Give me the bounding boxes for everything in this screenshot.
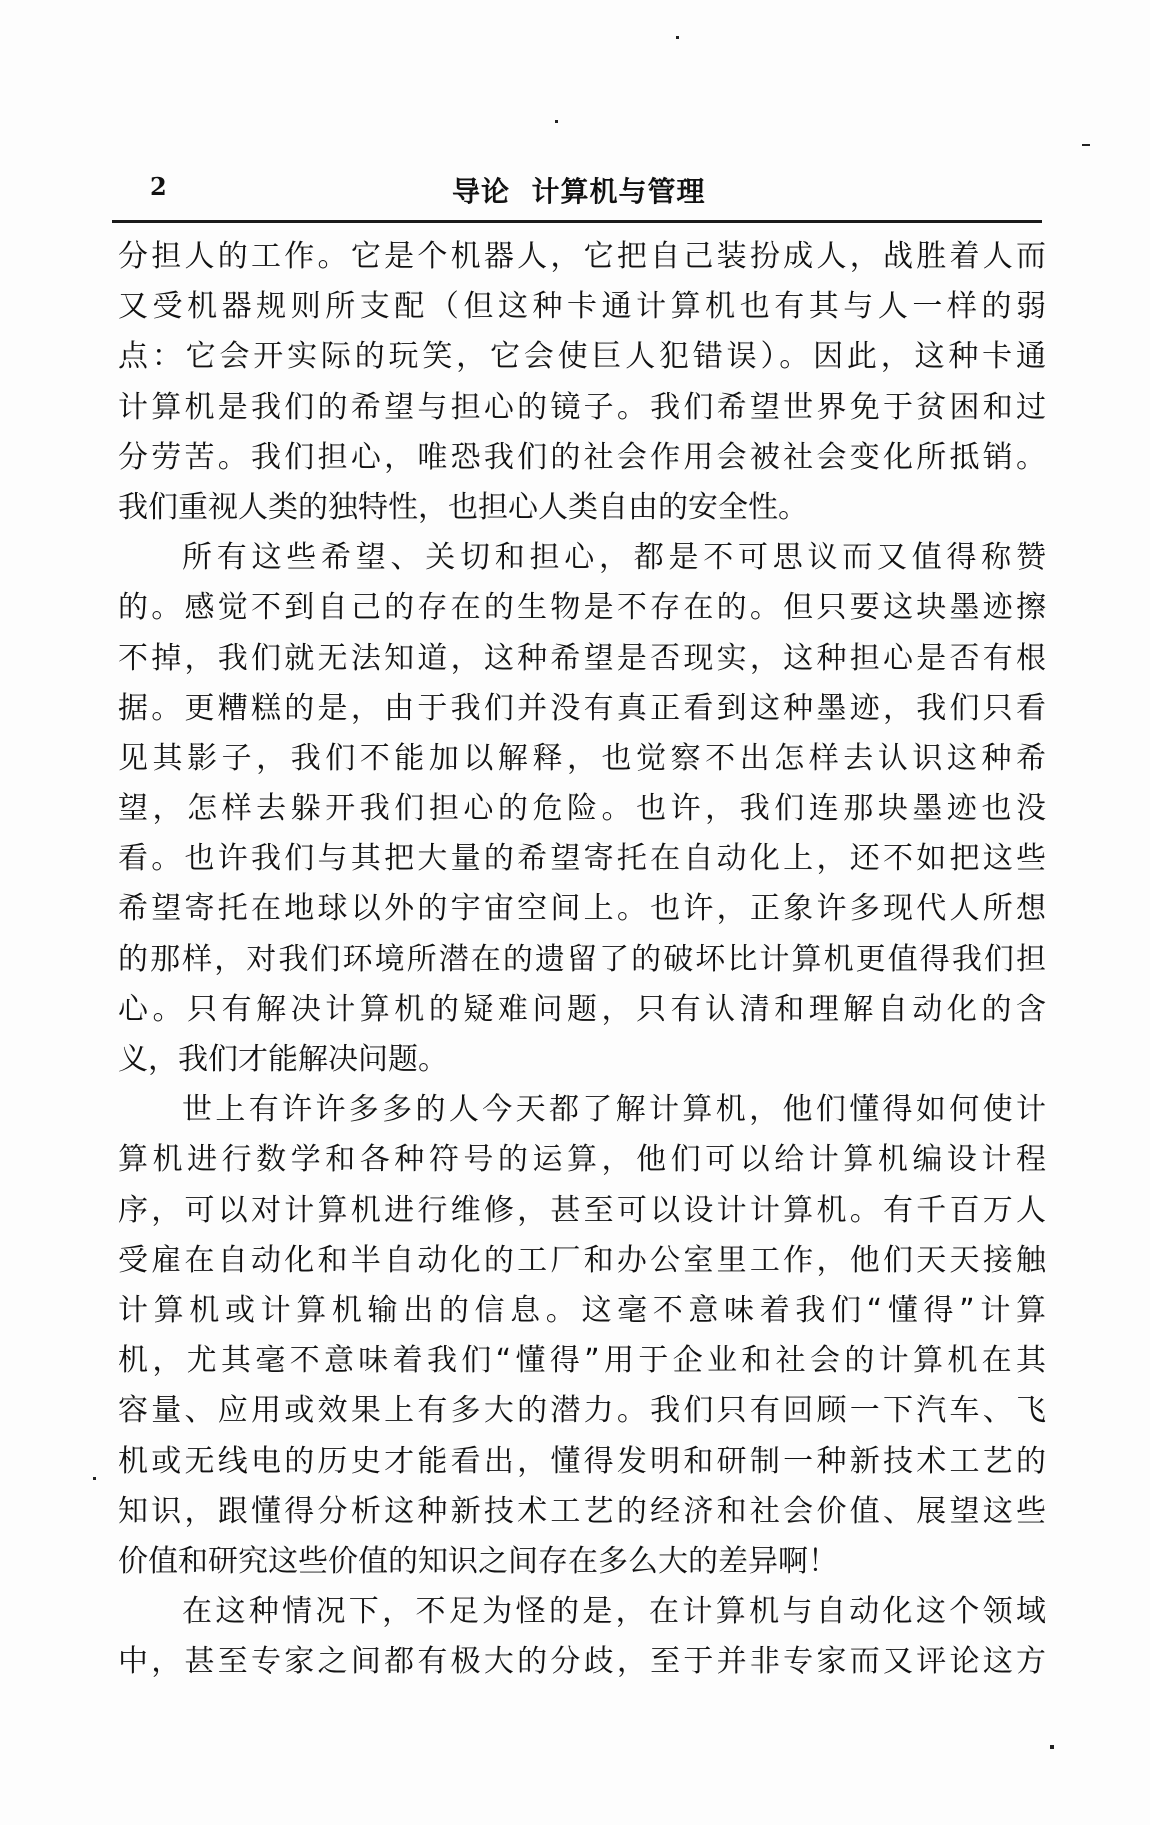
text-line: 价值和研究这些价值的知识之间存在多么大的差异啊！	[118, 1543, 838, 1579]
text-line: 的。感觉不到自己的存在的生物是不存在的。但只要这块墨迹擦	[118, 590, 1046, 626]
text-line: 点：它会开实际的玩笑，它会使巨人犯错误）。因此，这种卡通	[118, 339, 1046, 375]
scan-speck	[555, 120, 558, 123]
text-line: 义，我们才能解决问题。	[118, 1042, 448, 1077]
text-line: 不掉，我们就无法知道，这种希望是否现实，这种担心是否有根	[118, 640, 1046, 676]
running-head-title: 导论 计算机与管理	[452, 175, 706, 208]
text-line: 中，甚至专家之间都有极大的分歧，至于并非专家而又评论这方	[118, 1644, 1046, 1680]
text-line: 看。也许我们与其把大量的希望寄托在自动化上，还不如把这些	[118, 841, 1046, 877]
text-line: 机或无线电的历史才能看出，懂得发明和研制一种新技术工艺的	[118, 1443, 1046, 1479]
text-line: 我们重视人类的独特性，也担心人类自由的安全性。	[118, 489, 808, 525]
text-line: 受雇在自动化和半自动化的工厂和办公室里工作，他们天天接触	[118, 1242, 1046, 1278]
text-line: 容量、应用或效果上有多大的潜力。我们只有回顾一下汽车、飞	[118, 1393, 1046, 1429]
text-line: 的那样，对我们环境所潜在的遗留了的破坏比计算机更值得我们担	[118, 941, 1046, 977]
scan-speck	[1050, 1745, 1054, 1749]
text-line: 据。更糟糕的是，由于我们并没有真正看到这种墨迹，我们只看	[118, 690, 1046, 726]
text-line: 希望寄托在地球以外的宇宙空间上。也许，正象许多现代人所想	[118, 891, 1046, 927]
text-line: 分劳苦。我们担心，唯恐我们的社会作用会被社会变化所抵销。	[118, 439, 1046, 475]
body-text	[118, 232, 1046, 1687]
header-rule-divider	[112, 220, 1042, 223]
text-line: 机，尤其毫不意味着我们“懂得”用于企业和社会的计算机在其	[118, 1343, 1046, 1379]
text-line: 分担人的工作。它是个机器人，它把自己装扮成人，战胜着人而	[118, 239, 1046, 274]
paragraph-first-line: 所有这些希望、关切和担心，都是不可思议而又值得称赞	[182, 540, 1046, 576]
scan-speck	[1082, 144, 1090, 146]
page-header	[112, 168, 1042, 210]
text-line: 又受机器规则所支配（但这种卡通计算机也有其与人一样的弱	[118, 289, 1046, 325]
text-line: 见其影子，我们不能加以解释，也觉察不出怎样去认识这种希	[118, 740, 1046, 776]
text-line: 序，可以对计算机进行维修，甚至可以设计计算机。有千百万人	[118, 1192, 1046, 1228]
text-line: 计算机是我们的希望与担心的镜子。我们希望世界免于贫困和过	[118, 389, 1046, 425]
paragraph-first-line: 世上有许许多多的人今天都了解计算机，他们懂得如何使计	[182, 1092, 1046, 1128]
scan-speck	[676, 36, 679, 39]
text-line: 知识，跟懂得分析这种新技术工艺的经济和社会价值、展望这些	[118, 1493, 1046, 1529]
text-line: 算机进行数学和各种符号的运算，他们可以给计算机编设计程	[118, 1142, 1046, 1178]
text-line: 计算机或计算机输出的信息。这毫不意味着我们“懂得”计算	[118, 1292, 1046, 1328]
page-number: 2	[150, 172, 167, 201]
text-line: 心。只有解决计算机的疑难问题，只有认清和理解自动化的含	[118, 991, 1046, 1027]
paragraph-first-line: 在这种情况下，不足为怪的是，在计算机与自动化这个领域	[182, 1594, 1046, 1630]
text-line: 望，怎样去躲开我们担心的危险。也许，我们连那块墨迹也没	[118, 791, 1046, 827]
scan-speck	[93, 1477, 96, 1480]
